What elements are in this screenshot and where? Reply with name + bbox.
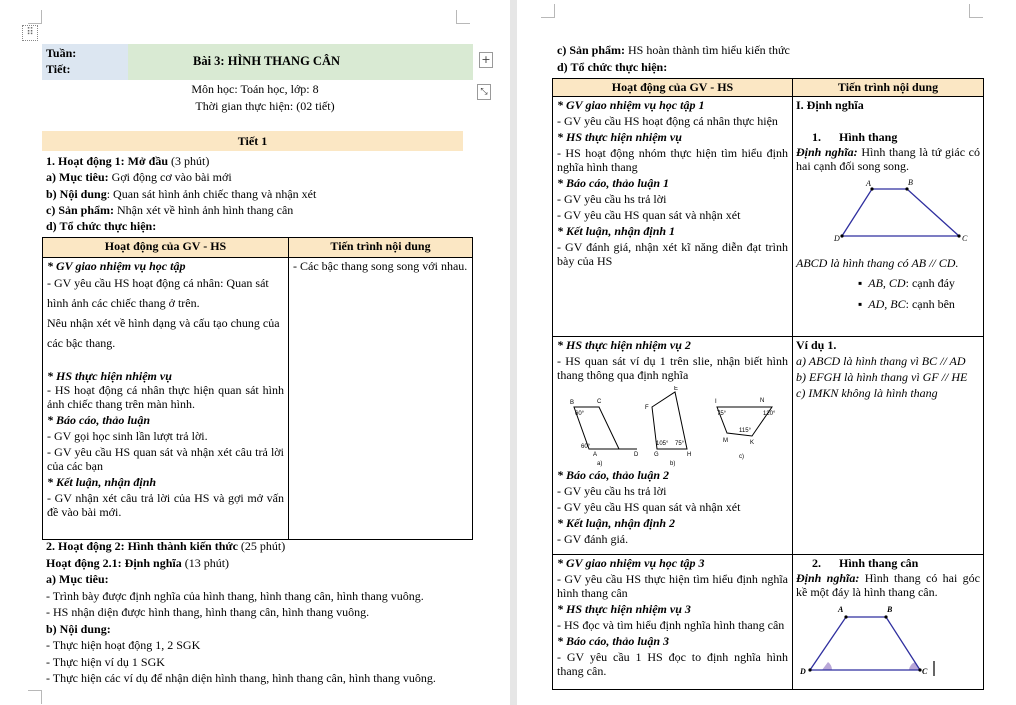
activity1-table [42,237,473,540]
svg-text:I: I [715,399,717,405]
activity2-content-label: b) Nội dung: [46,622,111,636]
col-header-activity: Hoạt động của GV - HS [43,238,289,258]
example-figures [557,386,787,468]
svg-text:G: G [654,452,659,458]
progress-cell: - Các bậc thang song song với nhau. [289,258,473,540]
period-label: Tiết: [46,62,71,76]
svg-text:D: D [634,452,639,458]
activity1-product: c) Sản phẩm: Nhận xét về hình ảnh hình thang cân [46,203,294,217]
svg-text:75°: 75° [675,441,685,447]
svg-text:N: N [760,398,765,404]
vertex-label: B [908,178,913,187]
vertex-label: A [838,605,844,614]
activity1-content: b) Nội dung: Quan sát hình ảnh chiếc thang và nhận xét [46,187,317,201]
svg-text:a): a) [597,461,603,467]
activity-cell: * GV giao nhiệm vụ học tập 3 - GV yêu cầu HS thực hiện tìm hiểu định nghĩa hình thang cân * HS thực hiện nhiệm vụ 3 - HS đọc và tìm hiểu định nghĩa hình thang cân * Báo cáo, thảo luận 3 - GV yêu cầu 1 HS đọc to định nghĩa hình thang cân. [553,555,793,690]
svg-text:c): c) [739,454,744,460]
svg-text:60°: 60° [575,411,585,417]
bullet-item: ▪ AD, BC: cạnh bên [858,297,955,311]
product-line: c) Sản phẩm: HS hoàn thành tìm hiểu kiến thức [557,43,790,57]
activity-cell: * HS thực hiện nhiệm vụ 2 - HS quan sát ví dụ 1 trên slie, nhận biết hình thang thông qua định nghĩa B C 60° 60° A D a) E F 105° 75° G H b) I N 75° 120° 115° M K c) * Báo cáo, thảo luận 2 - GV yêu cầu hs trả lời - GV yêu cầu HS quan sát và nhận xét * Kết luận, nhận định 2 - GV đánh giá. [553,337,793,555]
crop-mark [541,4,555,18]
activity1-heading: 1. Hoạt động 1: Mở đầu (3 phút) [46,154,210,168]
example-answer: a) ABCD là hình thang vì BC // AD [796,354,966,368]
activity2-goal-label: a) Mục tiêu: [46,572,109,586]
svg-text:60°: 60° [581,444,591,450]
svg-text:75°: 75° [717,411,727,417]
vertex-label: C [962,234,968,243]
sub-heading: 1. Hình thang [812,130,898,144]
svg-text:105°: 105° [656,441,669,447]
vertex-label: A [866,179,871,188]
col-header-progress: Tiến trình nội dung [793,79,984,97]
right-page [517,0,1016,705]
svg-text:A: A [593,452,598,458]
content-item: - Thực hiện ví dụ 1 SGK [46,655,165,669]
activity2-heading: 2. Hoạt động 2: Hình thành kiến thức (25 phút) [46,539,286,553]
svg-text:B: B [570,400,575,406]
period-banner: Tiết 1 [42,131,463,151]
add-column-button[interactable]: + [479,52,493,68]
activity2-1-heading: Hoạt động 2.1: Định nghĩa (13 phút) [46,556,230,570]
svg-text:120°: 120° [763,411,776,417]
isosceles-trapezoid-figure [796,601,979,677]
col-header-progress: Tiến trình nội dung [289,238,473,258]
example-answer: b) EFGH là hình thang vì GF // HE [796,370,968,384]
subject-line: Môn học: Toán học, lớp: 8 [191,82,319,96]
week-label: Tuần: [46,46,77,60]
crop-mark [28,10,42,24]
vertex-label: B [887,605,893,614]
crop-mark [28,690,42,704]
crop-mark [969,4,983,18]
svg-text:F: F [645,405,649,411]
svg-text:115°: 115° [739,428,751,434]
bullet-item: ▪ AB, CD: cạnh đáy [858,276,955,290]
lesson-title: Bài 3: HÌNH THANG CÂN [193,54,341,68]
svg-text:b): b) [670,461,676,467]
table-move-handle-icon[interactable]: ⠿ [22,25,38,41]
col-header-activity: Hoạt động của GV - HS [553,79,793,97]
example-answer: c) IMKN không là hình thang [796,386,938,400]
goal-item: - HS nhận diện được hình thang, hình thang cân, hình thang vuông. [46,605,370,619]
vertex-label: C [922,667,928,676]
svg-text:H: H [687,452,692,458]
time-line: Thời gian thực hiện: (02 tiết) [195,99,335,113]
trapezoid-figure [796,175,979,253]
resize-icon[interactable]: ⤡ [477,84,491,100]
section-heading: I. Định nghĩa [796,98,864,112]
progress-cell [793,97,984,337]
activity-cell: * GV giao nhiệm vụ học tập - GV yêu cầu HS hoạt động cá nhân: Quan sát hình ảnh các chiếc thang ở trên. Nêu nhận xét về hình dạng và cấu tạo chung của các bậc thang. * HS thực hiện nhiệm vụ - HS hoạt động cá nhân thực hiện quan sát hình ảnh chiếc thang trên màn hình. * Báo cáo, thảo luận - GV gọi học sinh lần lượt trả lời. - GV yêu cầu HS quan sát và nhận xét câu trả lời của các bạn * Kết luận, nhận định - GV nhận xét câu trả lời của HS và gợi mở vấn đề vào bài mới. [43,258,289,540]
progress-cell [793,337,984,555]
abcd-statement: ABCD là hình thang có AB // CD. [796,256,959,270]
progress-cell [793,555,984,690]
content-item: - Thực hiện các ví dụ để nhận diện hình thang, hình thang cân, hình thang vuông. [46,671,436,685]
activity1-goal: a) Mục tiêu: Gợi động cơ vào bài mới [46,170,232,184]
definition: Định nghĩa: Hình thang có hai góc kề một đáy là hình thang cân. [796,571,980,599]
organize-line: d) Tổ chức thực hiện: [557,60,668,74]
lesson-title-box [128,44,473,80]
svg-text:K: K [750,440,755,446]
activity-cell: * GV giao nhiệm vụ học tập 1 - GV yêu cầu HS hoạt động cá nhân thực hiện * HS thực hiện nhiệm vụ - HS hoạt động nhóm thực hiện tìm hiểu định nghĩa hình thang * Báo cáo, thảo luận 1 - GV yêu cầu hs trả lời - GV yêu cầu HS quan sát và nhận xét * Kết luận, nhận định 1 - GV đánh giá, nhận xét kĩ năng diễn đạt trình bày của HS [553,97,793,337]
sub-heading: 2. Hình thang cân [812,556,919,570]
vertex-label: D [800,667,806,676]
definition: Định nghĩa: Hình thang là tứ giác có hai cạnh đối song song. [796,145,980,173]
vertex-label: D [834,234,840,243]
activity2-table [552,78,984,690]
svg-text:M: M [723,438,728,444]
crop-mark [456,10,470,24]
week-period-box [42,44,128,80]
content-item: - Thực hiện hoạt động 1, 2 SGK [46,638,201,652]
activity1-organize: d) Tổ chức thực hiện: [46,219,157,233]
svg-text:E: E [674,386,679,392]
goal-item: - Trình bày được định nghĩa của hình thang, hình thang cân, hình thang vuông. [46,589,424,603]
svg-text:C: C [597,399,602,405]
example-heading: Ví dụ 1. [796,338,837,352]
